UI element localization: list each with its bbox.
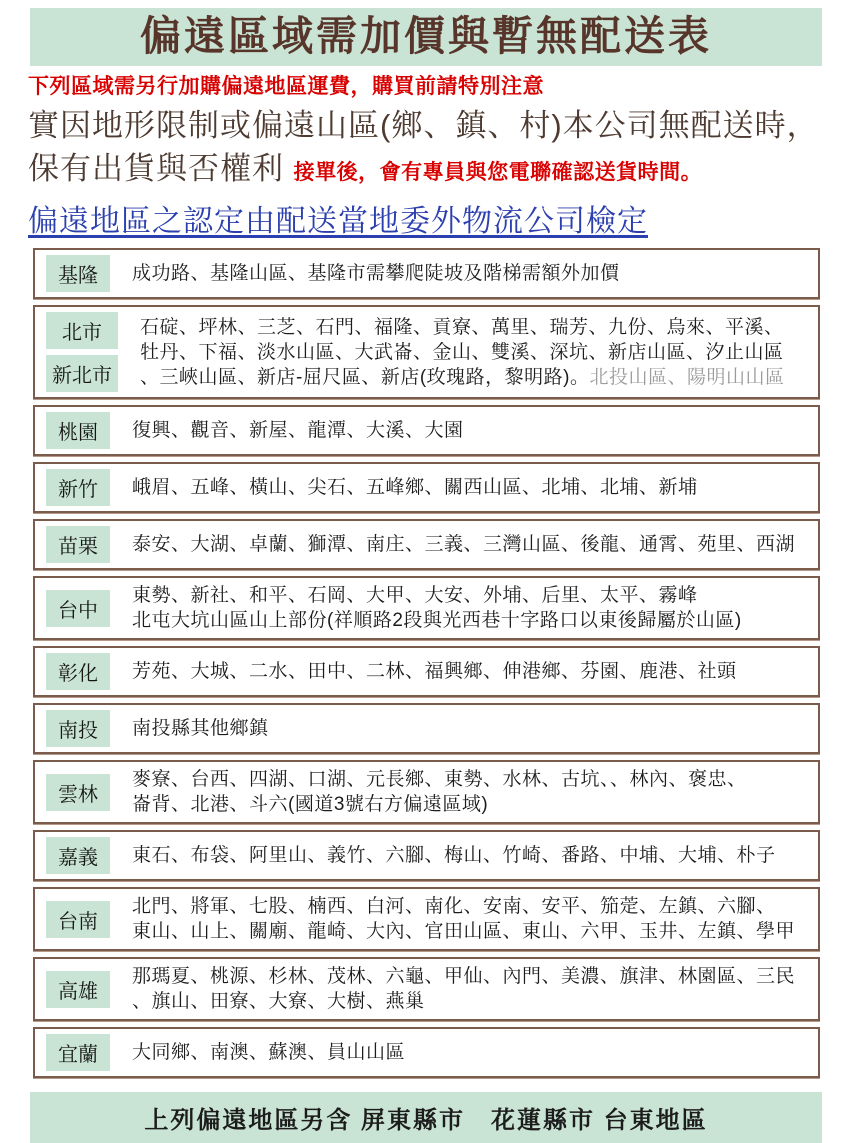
region-label: 宜蘭 xyxy=(46,1034,110,1071)
region-label: 彰化 xyxy=(46,653,110,690)
region-areas-text xyxy=(132,716,810,741)
region-label-group xyxy=(46,526,110,563)
table-row xyxy=(33,462,820,513)
region-areas-line: 崙背、北港、斗六(國道3號右方偏遠區域) xyxy=(132,794,489,816)
region-areas-line: 北屯大坑山區山上部份(祥順路2段與光西巷十字路口以東後歸屬於山區) xyxy=(132,610,742,632)
region-label-group xyxy=(46,971,110,1008)
delivery-policy-text xyxy=(28,104,850,194)
remote-area-notice-page xyxy=(0,8,850,1135)
table-row xyxy=(33,703,820,754)
region-label-group xyxy=(46,412,110,449)
surcharge-warning-text: 下列區域需另行加購偏遠地區運費，購買前請特別注意 xyxy=(28,74,544,99)
title-banner xyxy=(30,8,822,66)
region-label-group xyxy=(46,710,110,747)
region-areas-text xyxy=(132,1040,810,1065)
policy-line-2-main: 保有出貨與否權利 xyxy=(28,151,284,187)
region-label: 基隆 xyxy=(46,255,110,292)
region-areas-line: 復興、觀音、新屋、龍潭、大溪、大園 xyxy=(132,420,464,442)
region-label-group xyxy=(46,469,110,506)
region-areas-line: 峨眉、五峰、橫山、尖石、五峰鄉、關西山區、北埔、北埔、新埔 xyxy=(132,477,698,499)
region-areas-line: 石碇、坪林、三芝、石門、福隆、貢寮、萬里、瑞芳、九份、烏來、平溪、 xyxy=(140,316,784,338)
region-label-group xyxy=(46,590,110,627)
region-areas-line: 東山、山上、關廟、龍崎、大內、官田山區、東山、六甲、玉井、左鎮、學甲 xyxy=(132,921,796,943)
region-areas-text xyxy=(132,475,810,500)
table-row xyxy=(33,519,820,570)
region-label: 高雄 xyxy=(46,971,110,1008)
region-label-group xyxy=(46,312,118,392)
region-areas-line: 東石、布袋、阿里山、義竹、六腳、梅山、竹崎、番路、中埔、大埔、朴子 xyxy=(132,845,776,867)
region-areas-gray-suffix: 北投山區、陽明山山區 xyxy=(589,366,785,388)
region-label: 嘉義 xyxy=(46,837,110,874)
region-areas-text xyxy=(132,964,810,1014)
footer-banner: 上列偏遠地區另含 屏東縣市 花蓮縣市 台東地區 xyxy=(30,1092,822,1143)
region-areas-text xyxy=(132,659,810,684)
table-row xyxy=(33,405,820,456)
region-areas-line: 大同鄉、南澳、蘇澳、員山山區 xyxy=(132,1042,406,1064)
policy-line-2-red-note: 接單後，會有專員與您電聯確認送貨時間。 xyxy=(293,160,703,185)
table-row xyxy=(33,305,820,399)
region-areas-line: 、三峽山區、新店-屈尺區、新店(玫瑰路，黎明路)。北投山區、陽明山山區 xyxy=(140,366,785,388)
region-label: 北市 xyxy=(46,312,118,349)
region-areas-text xyxy=(132,261,810,286)
region-label: 苗栗 xyxy=(46,526,110,563)
table-row xyxy=(33,760,820,824)
table-row xyxy=(33,646,820,697)
region-areas-text xyxy=(132,532,810,557)
region-label-group xyxy=(46,774,110,811)
region-areas-line: 北門、將軍、七股、楠西、白河、南化、安南、安平、笳萣、左鎮、六腳、 xyxy=(132,896,776,918)
table-row xyxy=(33,248,820,299)
region-areas-text xyxy=(132,894,810,944)
region-areas-line: 麥寮、台西、四湖、口湖、元長鄉、東勢、水林、古坑、、林內、褒忠、 xyxy=(132,769,747,791)
region-areas-line: 那瑪夏、桃源、杉林、茂林、六龜、甲仙、內門、美濃、旗津、林園區、三民 xyxy=(132,966,796,988)
region-label: 桃園 xyxy=(46,412,110,449)
page-title: 偏遠區域需加價與暫無配送表 xyxy=(140,13,712,59)
region-label: 南投 xyxy=(46,710,110,747)
region-areas-text xyxy=(132,767,810,817)
region-label-group xyxy=(46,901,110,938)
region-label-group xyxy=(46,653,110,690)
region-label: 新竹 xyxy=(46,469,110,506)
table-row xyxy=(33,887,820,951)
region-areas-line: 、旗山、田寮、大寮、大樹、燕巢 xyxy=(132,991,425,1013)
region-areas-line: 芳苑、大城、二水、田中、二林、福興鄉、伸港鄉、芬園、鹿港、社頭 xyxy=(132,661,737,683)
table-row xyxy=(33,830,820,881)
region-areas-text xyxy=(132,583,810,633)
region-label: 台中 xyxy=(46,590,110,627)
logistics-verification-note: 偏遠地區之認定由配送當地委外物流公司檢定 xyxy=(28,205,648,239)
region-label: 新北市 xyxy=(46,355,118,392)
table-rows xyxy=(33,248,820,1078)
region-label-group xyxy=(46,1034,110,1071)
table-row xyxy=(33,576,820,640)
policy-line-2 xyxy=(28,147,850,194)
region-areas-text xyxy=(132,418,810,443)
region-areas-line: 南投縣其他鄉鎮 xyxy=(132,718,269,740)
region-areas-line: 成功路、基隆山區、基隆市需攀爬陡坡及階梯需額外加價 xyxy=(132,263,620,285)
region-areas-text xyxy=(132,843,810,868)
region-areas-line: 泰安、大湖、卓蘭、獅潭、南庄、三義、三灣山區、後龍、通霄、苑里、西湖 xyxy=(132,534,796,556)
region-label: 台南 xyxy=(46,901,110,938)
region-label-group xyxy=(46,255,110,292)
region-areas-text xyxy=(140,315,810,390)
table-row xyxy=(33,1027,820,1078)
policy-line-1: 實因地形限制或偏遠山區(鄉、鎮、村)本公司無配送時， xyxy=(28,108,819,144)
region-label: 雲林 xyxy=(46,774,110,811)
region-label-group xyxy=(46,837,110,874)
table-row xyxy=(33,957,820,1021)
region-areas-line: 牡丹、下福、淡水山區、大武崙、金山、雙溪、深坑、新店山區、汐止山區 xyxy=(140,341,784,363)
region-areas-line: 東勢、新社、和平、石岡、大甲、大安、外埔、后里、太平、霧峰 xyxy=(132,585,698,607)
